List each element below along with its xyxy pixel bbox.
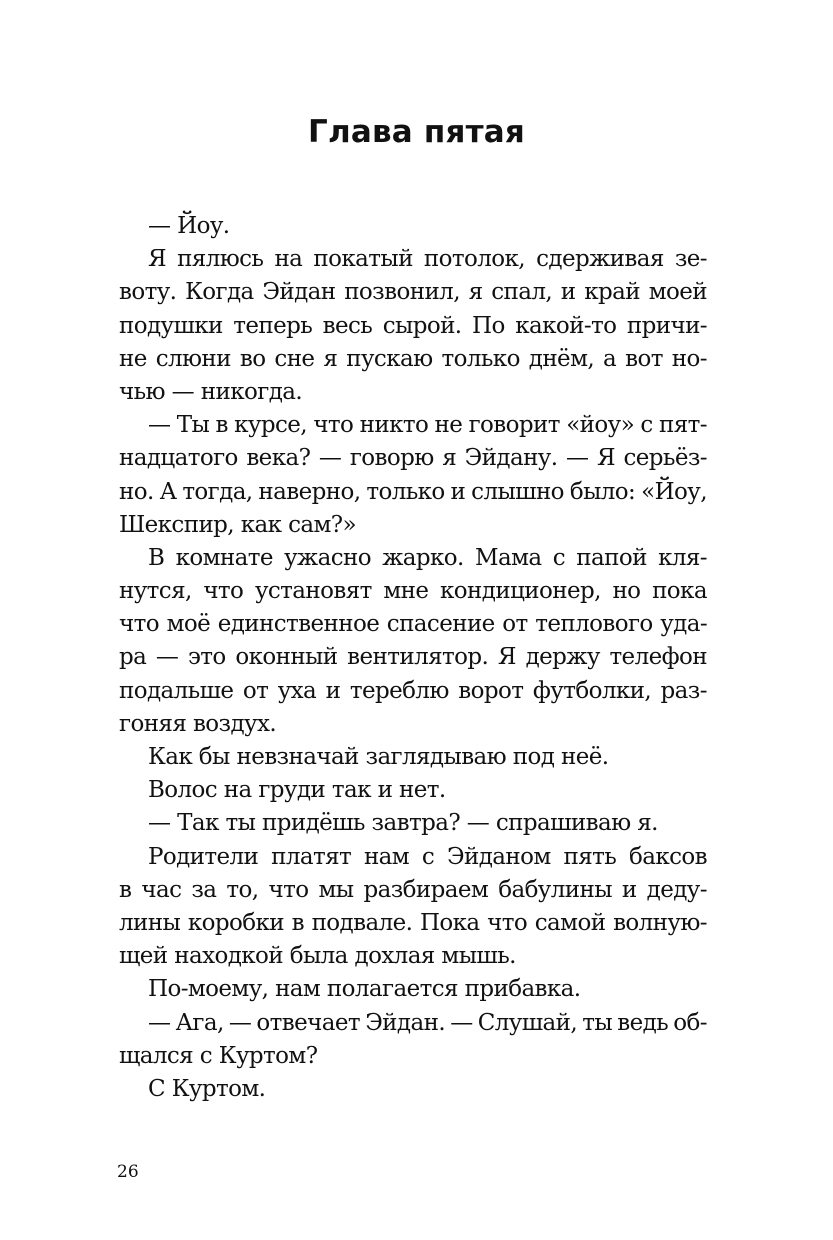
word: наверно, xyxy=(258,478,361,505)
text-line: гоняя воздух. xyxy=(119,710,277,737)
word: «йоу» xyxy=(566,412,635,439)
word: самой xyxy=(534,909,606,936)
word: волную- xyxy=(613,909,707,936)
text-line: Шекспир, как сам?» xyxy=(119,511,356,538)
text-line: — Так ты придёшь завтра? — спрашиваю я. xyxy=(148,810,658,837)
word: ворот xyxy=(458,677,524,704)
word: в xyxy=(215,412,228,439)
word: потолок, xyxy=(423,246,526,273)
word: что xyxy=(313,412,354,439)
word: спасение xyxy=(386,611,495,638)
text-line xyxy=(119,442,707,475)
text-line: чью — никогда. xyxy=(119,378,303,405)
word: раз- xyxy=(660,677,707,704)
word: какой-то xyxy=(515,312,617,339)
word: платят xyxy=(271,843,352,870)
text-line xyxy=(119,675,707,708)
text-line xyxy=(119,907,707,940)
word: — xyxy=(566,445,589,472)
word: установят xyxy=(254,578,372,605)
word: только xyxy=(441,345,520,372)
word: на xyxy=(274,246,303,273)
word: подальше xyxy=(119,677,234,704)
word: слюни xyxy=(155,345,231,372)
word: комнате xyxy=(175,544,273,571)
word: что xyxy=(268,876,309,903)
word: держу xyxy=(525,644,600,671)
text-line: Как бы невзначай заглядываю под неё. xyxy=(148,744,609,770)
word: вентилятор. xyxy=(347,644,489,671)
word: то, xyxy=(226,876,259,903)
word: Я xyxy=(497,644,516,671)
word: нутся, xyxy=(119,578,192,605)
text-line xyxy=(119,841,707,874)
word: не xyxy=(434,412,463,439)
word: было: xyxy=(569,478,636,505)
word: слышно xyxy=(471,478,564,505)
word: моё xyxy=(166,611,211,638)
word: в xyxy=(291,909,304,936)
word: но xyxy=(612,578,641,605)
word: что xyxy=(119,611,159,638)
word: разбираем xyxy=(363,876,489,903)
word: и xyxy=(560,279,576,306)
word: Эйданом xyxy=(447,843,551,870)
word: зе- xyxy=(674,246,707,273)
word: единственное xyxy=(217,611,380,638)
word: отвечает xyxy=(256,1009,361,1036)
word: Пока xyxy=(419,909,480,936)
word: причи- xyxy=(626,312,707,339)
word: Слушай, xyxy=(477,1009,578,1036)
word: кля- xyxy=(658,544,707,571)
text-line xyxy=(119,343,707,376)
word: В xyxy=(148,544,165,571)
word: ра xyxy=(119,644,147,671)
word: от xyxy=(242,677,269,704)
word: — xyxy=(228,1009,252,1036)
word: пускаю xyxy=(346,345,433,372)
word: нам xyxy=(363,843,410,870)
word: а xyxy=(603,345,617,372)
word: пока xyxy=(652,578,707,605)
word: века? xyxy=(246,445,311,472)
word: Родители xyxy=(148,843,259,870)
word: за xyxy=(191,876,217,903)
word: сырой. xyxy=(382,312,462,339)
word: только xyxy=(366,478,445,505)
word: воту. xyxy=(119,279,177,306)
word: я xyxy=(468,279,483,306)
word: край xyxy=(584,279,640,306)
word: мы xyxy=(318,876,354,903)
word: говорю xyxy=(349,445,434,472)
word: — xyxy=(318,445,342,472)
text-line xyxy=(119,409,707,442)
word: спал, xyxy=(491,279,553,306)
word: вот xyxy=(625,345,663,372)
word: сне xyxy=(274,345,315,372)
text-line xyxy=(119,243,707,276)
word: подушки xyxy=(119,312,223,339)
word: уда- xyxy=(660,611,707,638)
word: с xyxy=(421,843,435,870)
word: А xyxy=(159,478,177,505)
word: Ты xyxy=(176,412,210,439)
word: моей xyxy=(648,279,707,306)
word: — xyxy=(450,1009,473,1036)
text-line xyxy=(119,276,707,309)
word: это xyxy=(188,644,226,671)
word: пят- xyxy=(658,412,707,439)
word: весь xyxy=(322,312,373,339)
word: папой xyxy=(576,544,647,571)
word: я xyxy=(323,345,338,372)
text-line xyxy=(119,310,707,343)
word: и xyxy=(325,677,341,704)
word: серьёз- xyxy=(623,445,707,472)
word: с xyxy=(552,544,566,571)
word: теперь xyxy=(233,312,313,339)
word: но- xyxy=(671,345,707,372)
word: от xyxy=(502,611,528,638)
word: подвале. xyxy=(311,909,413,936)
word: тогда, xyxy=(182,478,253,505)
word: тереблю xyxy=(349,677,449,704)
chapter-body xyxy=(119,210,707,1106)
word: коробки xyxy=(187,909,284,936)
word: днём, xyxy=(528,345,595,372)
word: — xyxy=(148,1009,171,1036)
word: Мама xyxy=(475,544,542,571)
text-line: С Куртом. xyxy=(148,1075,266,1102)
word: Эйдан xyxy=(262,279,336,306)
word: и xyxy=(450,478,466,505)
word: «Йоу, xyxy=(641,478,707,505)
page-number: 26 xyxy=(117,1162,139,1182)
word: телефон xyxy=(609,644,707,671)
word: никто xyxy=(359,412,429,439)
text-line xyxy=(119,542,707,575)
text-line: Волос на груди так и нет. xyxy=(148,777,446,804)
word: сдерживая xyxy=(536,246,664,273)
word: с xyxy=(640,412,653,439)
word: бабулины xyxy=(498,876,612,903)
word: покатый xyxy=(313,246,413,273)
word: По xyxy=(472,312,505,339)
word: что xyxy=(487,909,528,936)
word: пялюсь xyxy=(177,246,264,273)
word: Эйдану. xyxy=(464,445,558,472)
word: лины xyxy=(119,909,181,936)
word: что xyxy=(203,578,244,605)
text-line xyxy=(119,575,707,608)
text-line xyxy=(119,874,707,907)
word: не xyxy=(119,345,147,372)
text-line xyxy=(119,1007,707,1040)
text-line: щей находкой была дохлая мышь. xyxy=(119,943,516,970)
word: во xyxy=(239,345,266,372)
word: надцатого xyxy=(119,445,238,472)
text-line: По-моему, нам полагается прибавка. xyxy=(148,976,581,1003)
word: говорит xyxy=(468,412,560,439)
word: — xyxy=(148,412,171,439)
word: Эйдан. xyxy=(365,1009,446,1036)
word: деду- xyxy=(646,876,707,903)
word: ужасно xyxy=(284,544,371,571)
word: и xyxy=(621,876,637,903)
word: уха xyxy=(277,677,317,704)
word: но. xyxy=(119,478,154,505)
word: Ага, xyxy=(175,1009,224,1036)
word: пять xyxy=(563,843,617,870)
word: кондиционер, xyxy=(440,578,601,605)
word: курсе, xyxy=(234,412,307,439)
word: оконный xyxy=(235,644,338,671)
word: ты xyxy=(582,1009,613,1036)
word: час xyxy=(141,876,182,903)
chapter-title: Глава пятая xyxy=(307,114,526,150)
word: — xyxy=(155,644,179,671)
text-line xyxy=(119,641,707,674)
word: в xyxy=(119,876,132,903)
word: Я xyxy=(596,445,615,472)
text-line xyxy=(119,608,707,641)
word: ведь xyxy=(617,1009,669,1036)
text-line xyxy=(119,476,707,509)
word: Когда xyxy=(185,279,254,306)
word: позвонил, xyxy=(344,279,460,306)
text-line: щался с Куртом? xyxy=(119,1042,318,1069)
text-line: — Йоу. xyxy=(148,213,230,239)
word: я xyxy=(442,445,457,472)
word: теплового xyxy=(535,611,653,638)
word: мне xyxy=(383,578,429,605)
word: Я xyxy=(148,246,166,273)
word: баксов xyxy=(628,843,707,870)
word: футболки, xyxy=(532,677,652,704)
word: жарко. xyxy=(382,544,464,571)
word: об- xyxy=(673,1009,707,1036)
